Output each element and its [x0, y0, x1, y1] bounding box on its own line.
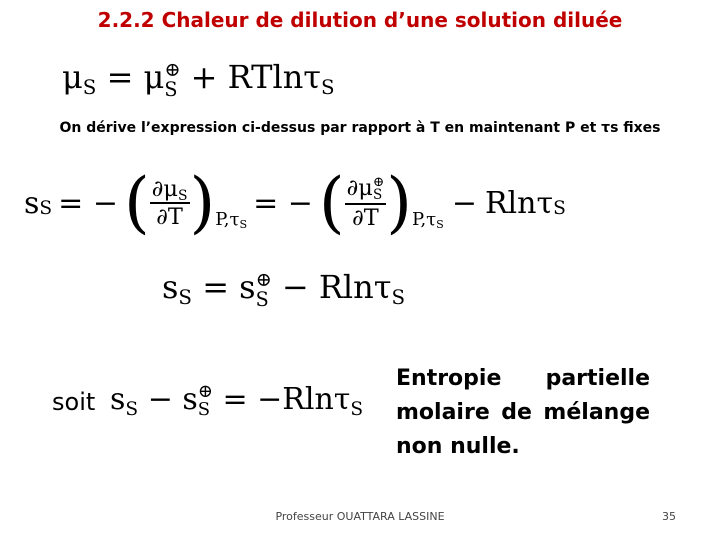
eq2-equals-minus: = −	[58, 185, 118, 221]
soit-label: soit	[52, 388, 96, 416]
eq2-equals-minus-2: = −	[253, 185, 313, 221]
eq4-s1: s	[110, 382, 126, 417]
eq2-minus: −	[451, 185, 477, 221]
eq4-rhs-sub: S	[350, 398, 364, 420]
eq2-num1: ∂μ	[151, 176, 178, 202]
eq1-equals: =	[106, 58, 134, 96]
footer-author: Professeur OUATTARA LASSINE	[275, 510, 445, 523]
eq1-lhs-sub: S	[82, 76, 97, 100]
slide-title: 2.2.2 Chaleur de dilution d’une solution diluée	[97, 8, 623, 32]
eq1-lhs: μ	[62, 58, 83, 96]
eq2-den2: ∂T	[352, 204, 379, 231]
eq2-term: Rlnτ	[484, 185, 554, 221]
eq1-mu-sup: ⊕	[164, 58, 181, 82]
eq2-den1: ∂T	[156, 204, 183, 230]
equation-partial-molar-entropy	[110, 382, 363, 419]
eq2-lhs-sub: S	[39, 198, 53, 220]
eq2-term-sub: S	[553, 198, 566, 220]
eq3-lhs: s	[162, 268, 179, 306]
entropy-description: Entropie partielle molaire de mélange non nulle.	[396, 366, 650, 459]
eq4-s2: s	[182, 382, 198, 417]
eq3-s-sub: S	[255, 287, 269, 311]
eq3-term: Rlnτ	[318, 268, 392, 306]
eq2-lhs: s	[24, 185, 40, 221]
eq2-num2-sup: ⊕	[372, 173, 385, 190]
page-number: 35	[662, 510, 676, 523]
eq2-open-paren-2: (	[318, 164, 345, 241]
eq3-lhs-sub: S	[178, 286, 193, 310]
eq2-close-paren-1: )	[189, 164, 216, 241]
equation-chemical-potential	[62, 58, 335, 99]
eq4-minus: −	[147, 382, 173, 417]
eq2-num1-sub: S	[177, 188, 188, 205]
eq4-equals: =	[222, 382, 248, 417]
eq1-mu-sub: S	[164, 77, 178, 101]
eq1-mu: μ	[143, 58, 165, 96]
eq2-cond-1: P,τS	[215, 208, 248, 232]
eq2-close-paren-2: )	[386, 164, 412, 241]
equation-entropy-derivative	[24, 164, 566, 241]
eq3-s: s	[239, 268, 256, 306]
eq1-term: RTlnτ	[227, 58, 321, 96]
equation-entropy-result	[162, 268, 405, 309]
eq3-term-sub: S	[391, 286, 406, 310]
eq4-s2-sup: ⊕	[197, 381, 213, 402]
eq2-num2: ∂μ	[346, 175, 373, 202]
eq2-fraction-1	[150, 176, 190, 230]
eq1-plus: +	[190, 58, 218, 96]
eq2-fraction-2	[345, 175, 387, 231]
eq3-s-sup: ⊕	[255, 268, 272, 292]
eq4-s1-sub: S	[125, 398, 139, 420]
eq2-num2-sub: S	[372, 187, 383, 204]
eq3-equals: =	[202, 268, 229, 306]
derivation-note: On dérive l’expression ci-dessus par rapport à T en maintenant P et τs fixes	[59, 120, 661, 136]
eq4-s2-sub: S	[197, 399, 211, 420]
eq4-rhs: −Rlnτ	[257, 382, 351, 417]
eq2-cond-2: P,τS	[412, 208, 444, 232]
eq2-open-paren-1: (	[123, 164, 150, 241]
eq1-term-sub: S	[321, 76, 335, 100]
eq3-minus: −	[281, 268, 309, 306]
